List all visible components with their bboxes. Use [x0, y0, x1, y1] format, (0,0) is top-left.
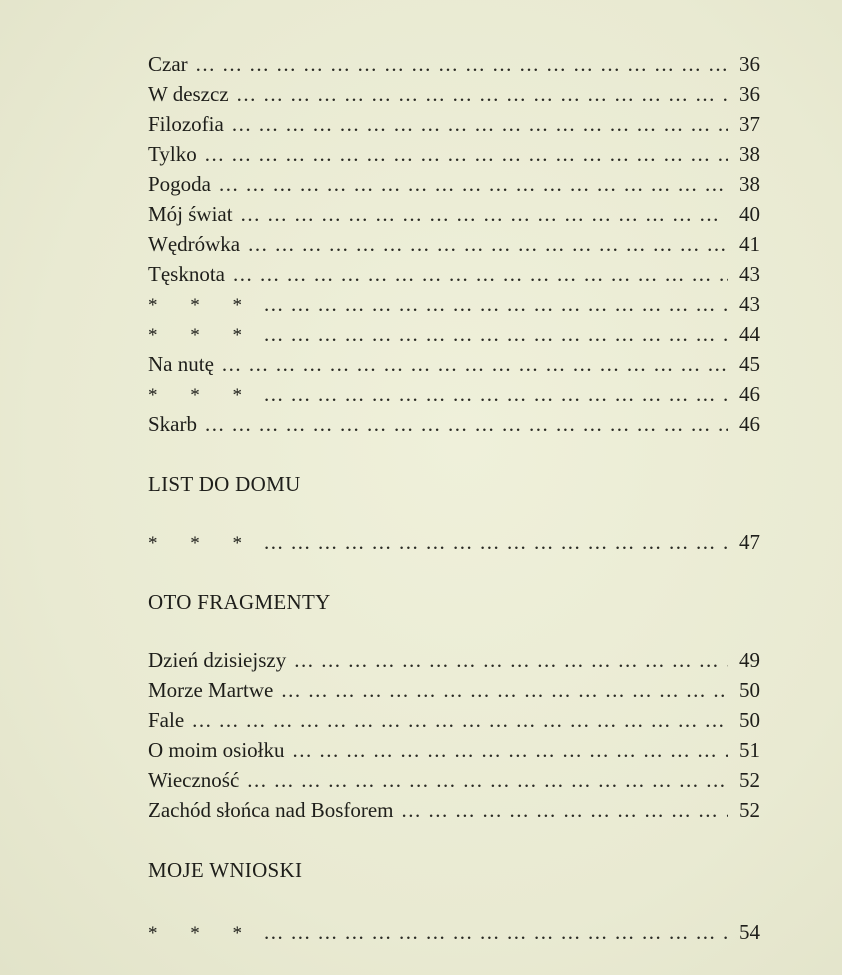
dot-leader — [264, 527, 728, 557]
table-of-contents — [148, 49, 760, 947]
entry-page-number: 50 — [739, 678, 760, 702]
dot-leader — [237, 79, 728, 109]
dot-leader — [205, 139, 728, 169]
entry-title: Tęsknota — [148, 262, 225, 286]
entry-title: Wieczność — [148, 768, 240, 792]
entry-title: Zachód słońca nad Bosforem — [148, 798, 394, 822]
dot-leader — [248, 229, 728, 259]
entry-title: Skarb — [148, 412, 197, 436]
entry-title: Fale — [148, 708, 185, 732]
entry-title: Tylko — [148, 142, 197, 166]
entry-title: * * * — [148, 295, 256, 316]
toc-entry — [148, 289, 760, 319]
toc-entry — [148, 229, 760, 259]
entry-page-number: 38 — [739, 142, 760, 166]
toc-entry — [148, 349, 760, 379]
entry-title: * * * — [148, 923, 256, 944]
dot-leader — [402, 795, 728, 825]
toc-section-list-do-domu — [148, 469, 760, 557]
dot-leader — [281, 675, 728, 705]
toc-entry — [148, 139, 760, 169]
toc-entry — [148, 527, 760, 557]
toc-entry — [148, 735, 760, 765]
dot-leader — [247, 765, 728, 795]
toc-entry — [148, 675, 760, 705]
dot-leader — [196, 49, 728, 79]
entry-page-number: 54 — [739, 920, 760, 944]
toc-entry — [148, 319, 760, 349]
dot-leader — [264, 319, 728, 349]
dot-leader — [233, 259, 728, 289]
entry-title: Czar — [148, 52, 188, 76]
entry-page-number: 37 — [739, 112, 760, 136]
entry-page-number: 43 — [739, 262, 760, 286]
dot-leader — [294, 645, 728, 675]
toc-entry — [148, 409, 760, 439]
toc-entry — [148, 765, 760, 795]
toc-entry — [148, 705, 760, 735]
section-heading: OTO FRAGMENTY — [148, 590, 331, 614]
dot-leader — [219, 169, 728, 199]
entry-title: O moim osiołku — [148, 738, 285, 762]
entry-title: Dzień dzisiejszy — [148, 648, 287, 672]
dot-leader — [264, 379, 728, 409]
dot-leader — [205, 409, 728, 439]
toc-entry — [148, 199, 760, 229]
entry-page-number: 38 — [739, 172, 760, 196]
entry-title: Wędrówka — [148, 232, 241, 256]
entry-page-number: 36 — [739, 52, 760, 76]
toc-entry — [148, 795, 760, 825]
entry-title: * * * — [148, 533, 256, 554]
entry-title: Pogoda — [148, 172, 211, 196]
toc-entry — [148, 109, 760, 139]
toc-entry — [148, 259, 760, 289]
entry-page-number: 43 — [739, 292, 760, 316]
dot-leader — [232, 109, 728, 139]
toc-section-moje-wnioski — [148, 855, 760, 947]
entry-page-number: 41 — [739, 232, 760, 256]
entry-title: Mój świat — [148, 202, 233, 226]
dot-leader — [241, 199, 728, 229]
entry-page-number: 52 — [739, 798, 760, 822]
toc-section-oto-fragmenty — [148, 587, 760, 825]
entry-page-number: 36 — [739, 82, 760, 106]
entry-page-number: 50 — [739, 708, 760, 732]
entry-page-number: 51 — [739, 738, 760, 762]
dot-leader — [222, 349, 728, 379]
toc-entry — [148, 917, 760, 947]
entry-title: * * * — [148, 325, 256, 346]
dot-leader — [192, 705, 728, 735]
toc-entry — [148, 49, 760, 79]
section-heading: MOJE WNIOSKI — [148, 858, 303, 882]
dot-leader — [264, 917, 728, 947]
toc-entry — [148, 169, 760, 199]
toc-entry — [148, 79, 760, 109]
entry-page-number: 40 — [739, 202, 760, 226]
section-heading: LIST DO DOMU — [148, 472, 301, 496]
dot-leader — [293, 735, 728, 765]
entry-page-number: 45 — [739, 352, 760, 376]
toc-entry — [148, 379, 760, 409]
entry-page-number: 46 — [739, 412, 760, 436]
toc-group-poems — [148, 49, 760, 439]
entry-title: W deszcz — [148, 82, 229, 106]
toc-entry — [148, 645, 760, 675]
entry-page-number: 52 — [739, 768, 760, 792]
entry-title: Na nutę — [148, 352, 214, 376]
entry-page-number: 49 — [739, 648, 760, 672]
entry-title: Morze Martwe — [148, 678, 274, 702]
dot-leader — [264, 289, 728, 319]
entry-title: * * * — [148, 385, 256, 406]
entry-page-number: 47 — [739, 530, 760, 554]
entry-page-number: 44 — [739, 322, 760, 346]
entry-title: Filozofia — [148, 112, 224, 136]
entry-page-number: 46 — [739, 382, 760, 406]
